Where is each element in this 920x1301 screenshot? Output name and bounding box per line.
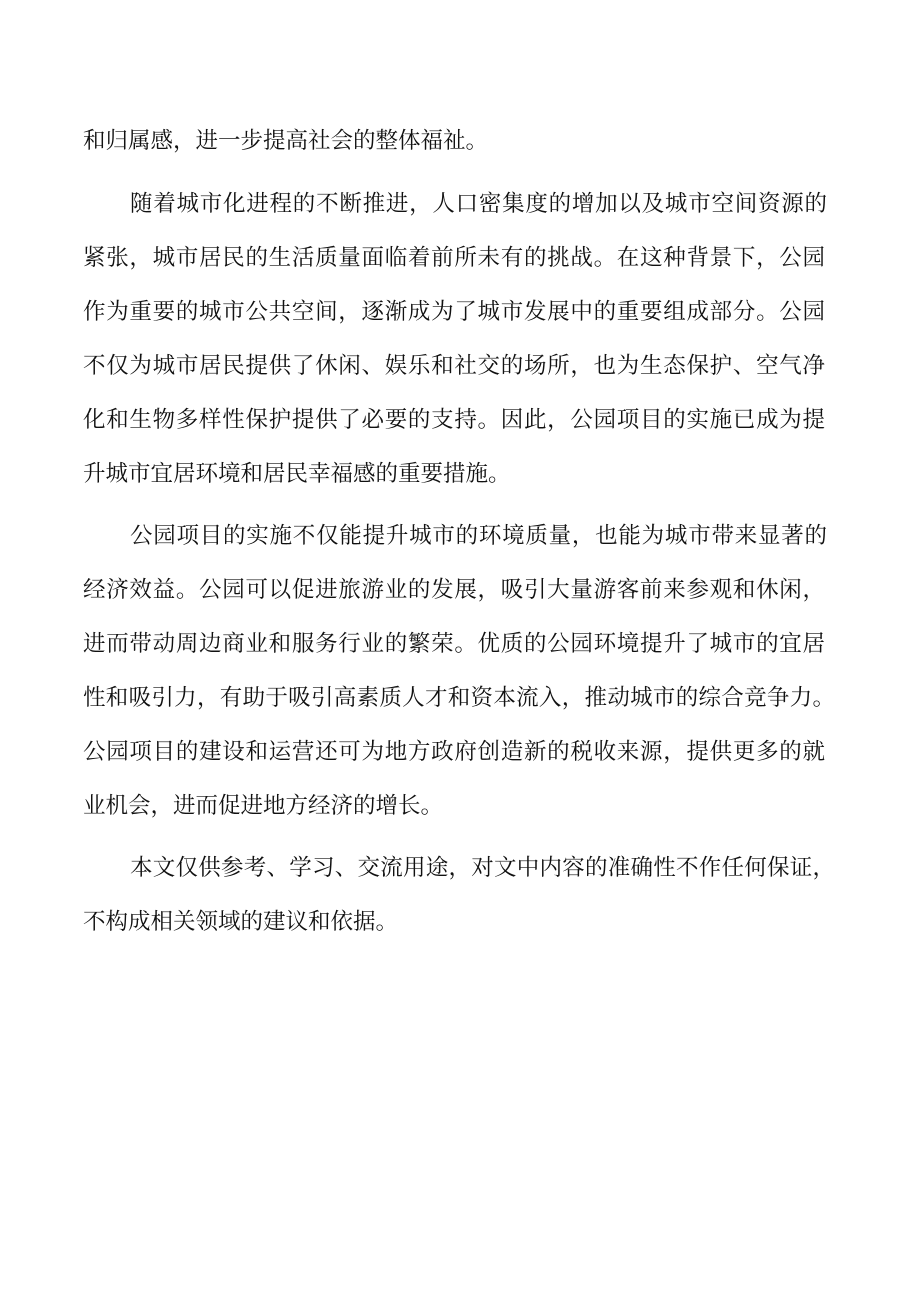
paragraph-2-line-3: 作为重要的城市公共空间，逐渐成为了城市发展中的重要组成部分。公园 (83, 299, 825, 325)
paragraph-2-line-4: 不仅为城市居民提供了休闲、娱乐和社交的场所，也为生态保护、空气净 (83, 353, 825, 379)
disclaimer-line-1: 本文仅供参考、学习、交流用途，对文中内容的准确性不作任何保证， (130, 855, 835, 881)
paragraph-3-line-5: 公园项目的建设和运营还可为地方政府创造新的税收来源，提供更多的就 (83, 739, 825, 765)
paragraph-2-line-1: 随着城市化进程的不断推进，人口密集度的增加以及城市空间资源的 (130, 191, 827, 217)
paragraph-3-line-6: 业机会，进而促进地方经济的增长。 (83, 793, 444, 819)
paragraph-2-line-2: 紧张，城市居民的生活质量面临着前所未有的挑战。在这种背景下，公园 (83, 245, 825, 271)
paragraph-3-line-3: 进而带动周边商业和服务行业的繁荣。优质的公园环境提升了城市的宜居 (83, 631, 825, 657)
paragraph-2-line-5: 化和生物多样性保护提供了必要的支持。因此，公园项目的实施已成为提 (83, 407, 825, 433)
paragraph-3-line-2: 经济效益。公园可以促进旅游业的发展，吸引大量游客前来参观和休闲， (83, 577, 825, 603)
paragraph-1-line-1: 和归属感，进一步提高社会的整体福祉。 (83, 128, 489, 154)
paragraph-2-line-6: 升城市宜居环境和居民幸福感的重要措施。 (83, 461, 511, 487)
paragraph-3-line-4: 性和吸引力，有助于吸引高素质人才和资本流入，推动城市的综合竞争力。 (83, 685, 835, 711)
paragraph-3-line-1: 公园项目的实施不仅能提升城市的环境质量，也能为城市带来显著的 (130, 523, 827, 549)
disclaimer-line-2: 不构成相关领域的建议和依据。 (83, 909, 399, 935)
